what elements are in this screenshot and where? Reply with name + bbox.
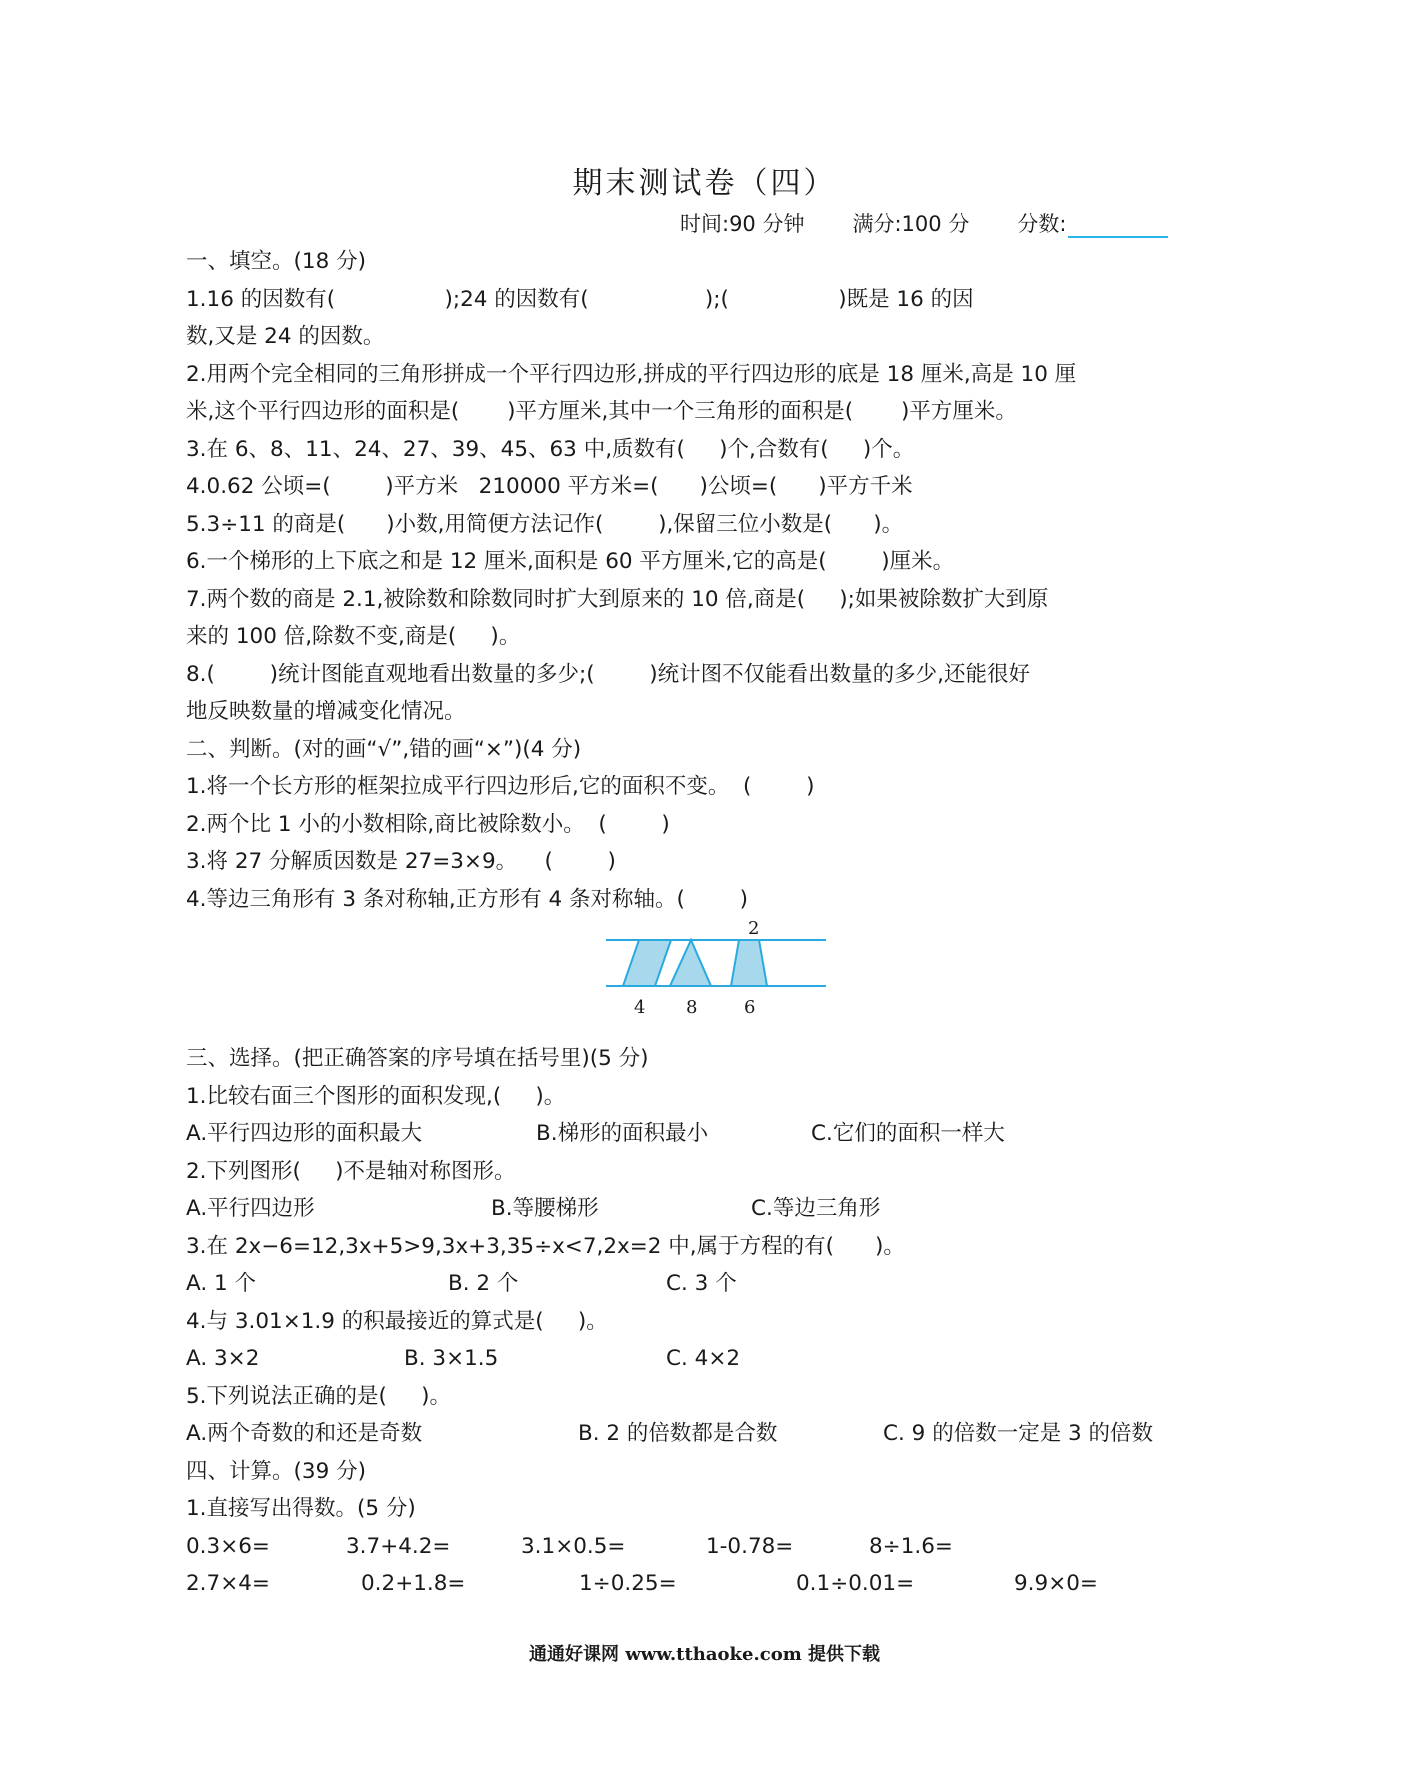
question-line: 4.0.62 公顷=( )平方米 210000 平方米=( )公顷=( )平方千米 bbox=[186, 474, 913, 499]
question-line: 8.( )统计图能直观地看出数量的多少;( )统计图不仅能看出数量的多少,还能很好 bbox=[186, 661, 1030, 687]
option-a: A.平行四边形的面积最大 bbox=[186, 1121, 423, 1146]
question-line: 2.用两个完全相同的三角形拼成一个平行四边形,拼成的平行四边形的底是 18 厘米,高是 10 厘 bbox=[186, 361, 1077, 387]
section-heading: 三、选择。(把正确答案的序号填在括号里)(5 分) bbox=[186, 1046, 649, 1071]
option-b: B. 2 的倍数都是合数 bbox=[578, 1421, 778, 1446]
options-row bbox=[186, 1415, 1216, 1453]
calc-item: 1-0.78= bbox=[706, 1533, 794, 1559]
calc-row bbox=[186, 1565, 1216, 1603]
page-title: 期末测试卷（四） bbox=[572, 166, 837, 201]
footer-watermark: 通通好课网 www.tthaoke.com 提供下载 bbox=[528, 1644, 881, 1665]
calc-item: 0.1÷0.01= bbox=[796, 1571, 915, 1596]
calc-item: 1÷0.25= bbox=[579, 1571, 677, 1596]
score-blank[interactable] bbox=[1068, 218, 1168, 238]
options-row bbox=[186, 1115, 1216, 1153]
question-line: 米,这个平行四边形的面积是( )平方厘米,其中一个三角形的面积是( )平方厘米。 bbox=[186, 399, 1017, 424]
options-row bbox=[186, 1190, 1216, 1228]
question-line: 2.两个比 1 小的小数相除,商比被除数小。 ( ) bbox=[186, 811, 670, 837]
parallelogram-shape bbox=[623, 940, 671, 986]
option-b: B. 2 个 bbox=[448, 1271, 519, 1296]
score-label: 分数: bbox=[1017, 212, 1067, 236]
calc-item: 3.7+4.2= bbox=[346, 1533, 451, 1559]
option-c: C.等边三角形 bbox=[751, 1196, 881, 1221]
question-line: 6.一个梯形的上下底之和是 12 厘米,面积是 60 平方厘米,它的高是( )厘米。 bbox=[186, 549, 955, 574]
question-line: 3.将 27 分解质因数是 27=3×9。 ( ) bbox=[186, 849, 616, 874]
question-line: 4.等边三角形有 3 条对称轴,正方形有 4 条对称轴。( ) bbox=[186, 886, 748, 912]
calc-item: 0.2+1.8= bbox=[361, 1571, 466, 1596]
option-c: C. 3 个 bbox=[666, 1271, 737, 1296]
question-line: 1.将一个长方形的框架拉成平行四边形后,它的面积不变。 ( ) bbox=[186, 774, 815, 799]
option-c: C. 4×2 bbox=[666, 1346, 741, 1371]
calc-item: 3.1×0.5= bbox=[521, 1533, 626, 1559]
question-line: 4.与 3.01×1.9 的积最接近的算式是( )。 bbox=[186, 1308, 608, 1334]
trapezoid-shape bbox=[731, 940, 767, 986]
calc-item: 0.3×6= bbox=[186, 1533, 270, 1559]
shapes-figure bbox=[186, 918, 1216, 1040]
full-score: 满分:100 分 bbox=[852, 212, 970, 236]
question-line: 3.在 2x−6=12,3x+5>9,3x+3,35÷x<7,2x=2 中,属于方程的有( )。 bbox=[186, 1233, 905, 1259]
question-line: 2.下列图形( )不是轴对称图形。 bbox=[186, 1158, 516, 1184]
question-line: 1.比较右面三个图形的面积发现,( )。 bbox=[186, 1083, 566, 1109]
triangle-base-label: 8 bbox=[686, 997, 698, 1018]
options-row bbox=[186, 1340, 1216, 1378]
exam-meta bbox=[680, 208, 1168, 238]
calc-item: 8÷1.6= bbox=[869, 1533, 953, 1559]
option-b: B.梯形的面积最小 bbox=[536, 1121, 709, 1146]
parallelogram-base-label: 4 bbox=[634, 997, 646, 1018]
section-heading: 二、判断。(对的画“√”,错的画“×”)(4 分) bbox=[186, 736, 582, 762]
question-line: 地反映数量的增减变化情况。 bbox=[186, 699, 466, 724]
time-limit: 时间:90 分钟 bbox=[680, 212, 805, 236]
option-a: A.两个奇数的和还是奇数 bbox=[186, 1421, 423, 1446]
question-line: 1.直接写出得数。(5 分) bbox=[186, 1496, 416, 1521]
option-c: C. 9 的倍数一定是 3 的倍数 bbox=[883, 1421, 1154, 1446]
top-length-label: 2 bbox=[748, 918, 760, 939]
question-line: 1.16 的因数有( );24 的因数有( );( )既是 16 的因 bbox=[186, 286, 974, 312]
option-b: B.等腰梯形 bbox=[491, 1196, 599, 1221]
question-line: 7.两个数的商是 2.1,被除数和除数同时扩大到原来的 10 倍,商是( );如果被除数扩大到原 bbox=[186, 586, 1049, 612]
section-heading: 四、计算。(39 分) bbox=[186, 1458, 366, 1484]
option-b: B. 3×1.5 bbox=[404, 1346, 499, 1371]
question-line: 3.在 6、8、11、24、27、39、45、63 中,质数有( )个,合数有( )个。 bbox=[186, 436, 915, 462]
exam-body bbox=[186, 243, 1216, 1603]
question-line: 5.3÷11 的商是( )小数,用简便方法记作( ),保留三位小数是( )。 bbox=[186, 511, 904, 537]
question-line: 5.下列说法正确的是( )。 bbox=[186, 1383, 451, 1409]
option-a: A.平行四边形 bbox=[186, 1196, 315, 1221]
question-line: 来的 100 倍,除数不变,商是( )。 bbox=[186, 624, 521, 649]
option-a: A. 3×2 bbox=[186, 1346, 260, 1371]
option-a: A. 1 个 bbox=[186, 1271, 257, 1296]
triangle-shape bbox=[670, 940, 711, 986]
calc-row bbox=[186, 1528, 1216, 1566]
trapezoid-base-label: 6 bbox=[744, 997, 756, 1018]
shapes-diagram bbox=[606, 918, 826, 1040]
calc-item: 2.7×4= bbox=[186, 1571, 270, 1596]
option-c: C.它们的面积一样大 bbox=[811, 1121, 1005, 1146]
calc-item: 9.9×0= bbox=[1014, 1571, 1098, 1596]
section-heading: 一、填空。(18 分) bbox=[186, 249, 366, 274]
options-row bbox=[186, 1265, 1216, 1303]
question-line: 数,又是 24 的因数。 bbox=[186, 324, 385, 349]
